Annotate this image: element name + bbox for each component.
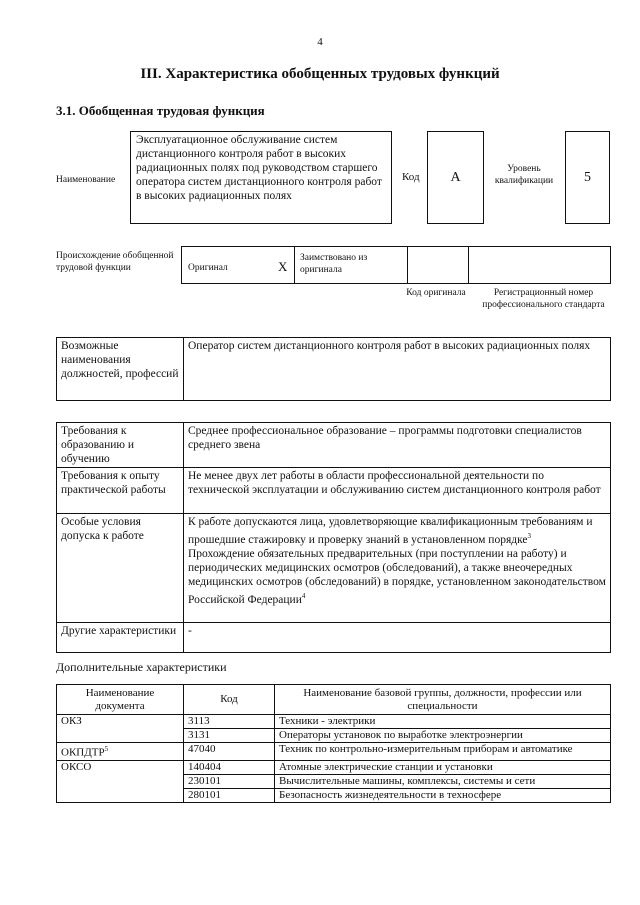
req-education-label: Требования к образованию и обучению <box>57 423 184 468</box>
footnote-5: 5 <box>104 745 109 753</box>
extra-code: 3113 <box>184 715 275 729</box>
table-row <box>57 729 611 743</box>
extra-title: Дополнительные характеристики <box>56 660 227 674</box>
table-row <box>57 743 611 761</box>
level-value-box <box>565 131 610 224</box>
level-label: Уровень квалификации <box>494 164 554 186</box>
code-value-box <box>427 131 484 224</box>
table-row <box>57 760 611 774</box>
extra-doc <box>57 774 184 788</box>
footnote-4: 4 <box>301 591 306 600</box>
req-admission-value-2: Прохождение обязательных предварительных (при поступлении на работу) и периодических медицинских осмотров (обследований), а также внеочередных медицинских осмотров (обследований) в порядке, установленном законодательством Российской Федерации <box>188 547 606 606</box>
req-admission-cell <box>184 514 611 623</box>
extra-code: 280101 <box>184 788 275 802</box>
req-experience-value: Не менее двух лет работы в области профессиональной деятельности по технической эксплуатации и обслуживанию систем дистанционного контроля работ <box>184 468 611 514</box>
requirements-table <box>56 422 611 653</box>
subsection-title: 3.1. Обобщенная трудовая функция <box>56 103 265 118</box>
req-other-label: Другие характеристики <box>57 623 184 653</box>
table-row <box>57 788 611 802</box>
extra-header-code: Код <box>184 685 275 715</box>
extra-name: Безопасность жизнедеятельности в техносфере <box>275 788 611 802</box>
extra-doc <box>57 788 184 802</box>
table-row <box>57 715 611 729</box>
origin-label: Происхождение обобщенной трудовой функции <box>56 251 174 273</box>
extra-code: 47040 <box>184 743 275 761</box>
req-admission-label: Особые условия допуска к работе <box>57 514 184 623</box>
extra-name: Атомные электрические станции и установки <box>275 760 611 774</box>
extra-header-doc: Наименование документа <box>57 685 184 715</box>
original-cell <box>181 246 295 284</box>
positions-table <box>56 337 611 401</box>
origin-table <box>181 246 611 284</box>
extra-code: 230101 <box>184 774 275 788</box>
extra-doc: ОКПДТР$^5$ <box>57 743 184 761</box>
extra-name: Операторы установок по выработке электроэнергии <box>275 729 611 743</box>
positions-value: Оператор систем дистанционного контроля работ в высоких радиационных полях <box>184 338 611 401</box>
extra-name: Вычислительные машины, комплексы, системы и сети <box>275 774 611 788</box>
name-value-box <box>130 131 392 224</box>
name-value: Эксплуатационное обслуживание систем дистанционного контроля работ в высоких радиационных полях под руководством старшего оператора систем дистанционного контроля работ в высоких радиационных полях <box>136 134 382 202</box>
positions-label: Возможные наименования должностей, профессий <box>57 338 184 401</box>
req-experience-label: Требования к опыту практической работы <box>57 468 184 514</box>
code-value: A <box>450 170 461 185</box>
extra-name: Техник по контрольно-измерительным приборам и автоматике <box>275 743 611 761</box>
page-number: 4 <box>317 36 323 48</box>
original-label: Оригинал <box>188 263 228 273</box>
reg-caption: Регистрационный номер профессионального стандарта <box>482 288 605 310</box>
extra-code: 3131 <box>184 729 275 743</box>
req-other-value: - <box>184 623 611 653</box>
extra-doc <box>57 729 184 743</box>
extra-code: 140404 <box>184 760 275 774</box>
section-title: III. Характеристика обобщенных трудовых функций <box>140 66 500 82</box>
extra-table <box>56 684 611 803</box>
borrowed-cell <box>294 246 408 284</box>
name-label: Наименование <box>56 175 116 185</box>
extra-doc: ОКСО <box>57 760 184 774</box>
table-row <box>57 774 611 788</box>
extra-doc: ОКЗ <box>57 715 184 729</box>
req-admission-value: К работе допускаются лица, удовлетворяющие квалификационным требованиям и прошедшие стажировку и проверку знаний в установленном порядке <box>188 516 593 546</box>
req-education-value: Среднее профессиональное образование – программы подготовки специалистов среднего звена <box>184 423 611 468</box>
borrowed-label: Заимствовано из оригинала <box>300 253 368 275</box>
code-label: Код <box>402 171 420 183</box>
original-mark: X <box>278 259 288 274</box>
code-orig-caption: Код оригинала <box>406 288 466 298</box>
extra-name: Техники - электрики <box>275 715 611 729</box>
footnote-3: 3 <box>527 532 531 540</box>
code-orig-cell <box>407 246 469 284</box>
level-value: 5 <box>584 170 591 185</box>
extra-header-name: Наименование базовой группы, должности, профессии или специальности <box>275 685 611 715</box>
